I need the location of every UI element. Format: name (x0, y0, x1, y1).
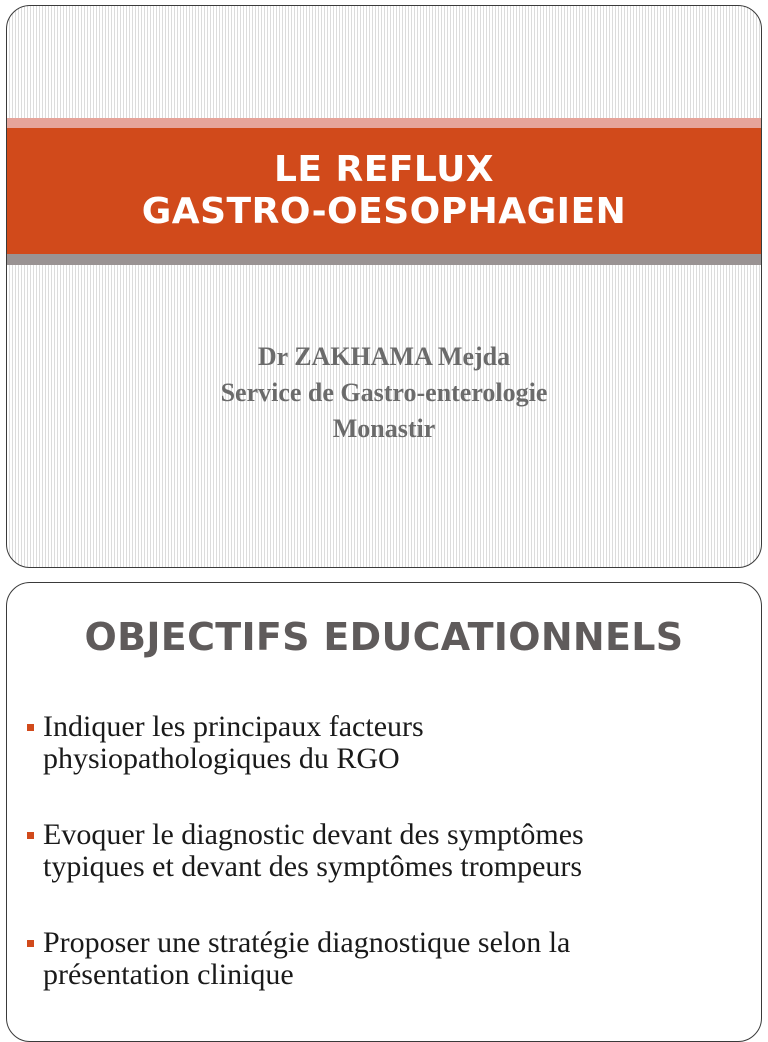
list-item-line-2: présentation clinique (43, 958, 294, 991)
author-city: Monastir (332, 414, 436, 443)
list-item (27, 711, 751, 775)
objectives-title: OBJECTIFS EDUCATIONNELS (84, 615, 684, 659)
square-bullet-icon (27, 940, 34, 947)
list-item-line-2: physiopathologiques du RGO (43, 742, 400, 775)
author-block (7, 339, 761, 447)
list-item-line-1: Proposer une stratégie diagnostique selon la (43, 926, 571, 959)
title-band (7, 128, 761, 254)
author-department: Service de Gastro-enterologie (220, 378, 548, 407)
list-item (27, 819, 751, 883)
author-name: Dr ZAKHAMA Mejda (257, 342, 511, 371)
objectives-slide (6, 582, 762, 1042)
list-item-line-1: Indiquer les principaux facteurs (43, 710, 424, 743)
square-bullet-icon (27, 724, 34, 731)
list-item (27, 927, 751, 991)
list-item-line-2: typiques et devant des symptômes trompeurs (43, 850, 583, 883)
square-bullet-icon (27, 832, 34, 839)
title-band-top-stripe (7, 118, 761, 128)
objectives-list (27, 711, 751, 1035)
slide-title-line-1: LE REFLUX (273, 149, 495, 190)
slide-title-line-2: GASTRO-OESOPHAGIEN (141, 191, 627, 232)
title-slide (6, 5, 762, 568)
title-band-bottom-stripe (7, 254, 761, 265)
list-item-line-1: Evoquer le diagnostic devant des symptômes (43, 818, 584, 851)
